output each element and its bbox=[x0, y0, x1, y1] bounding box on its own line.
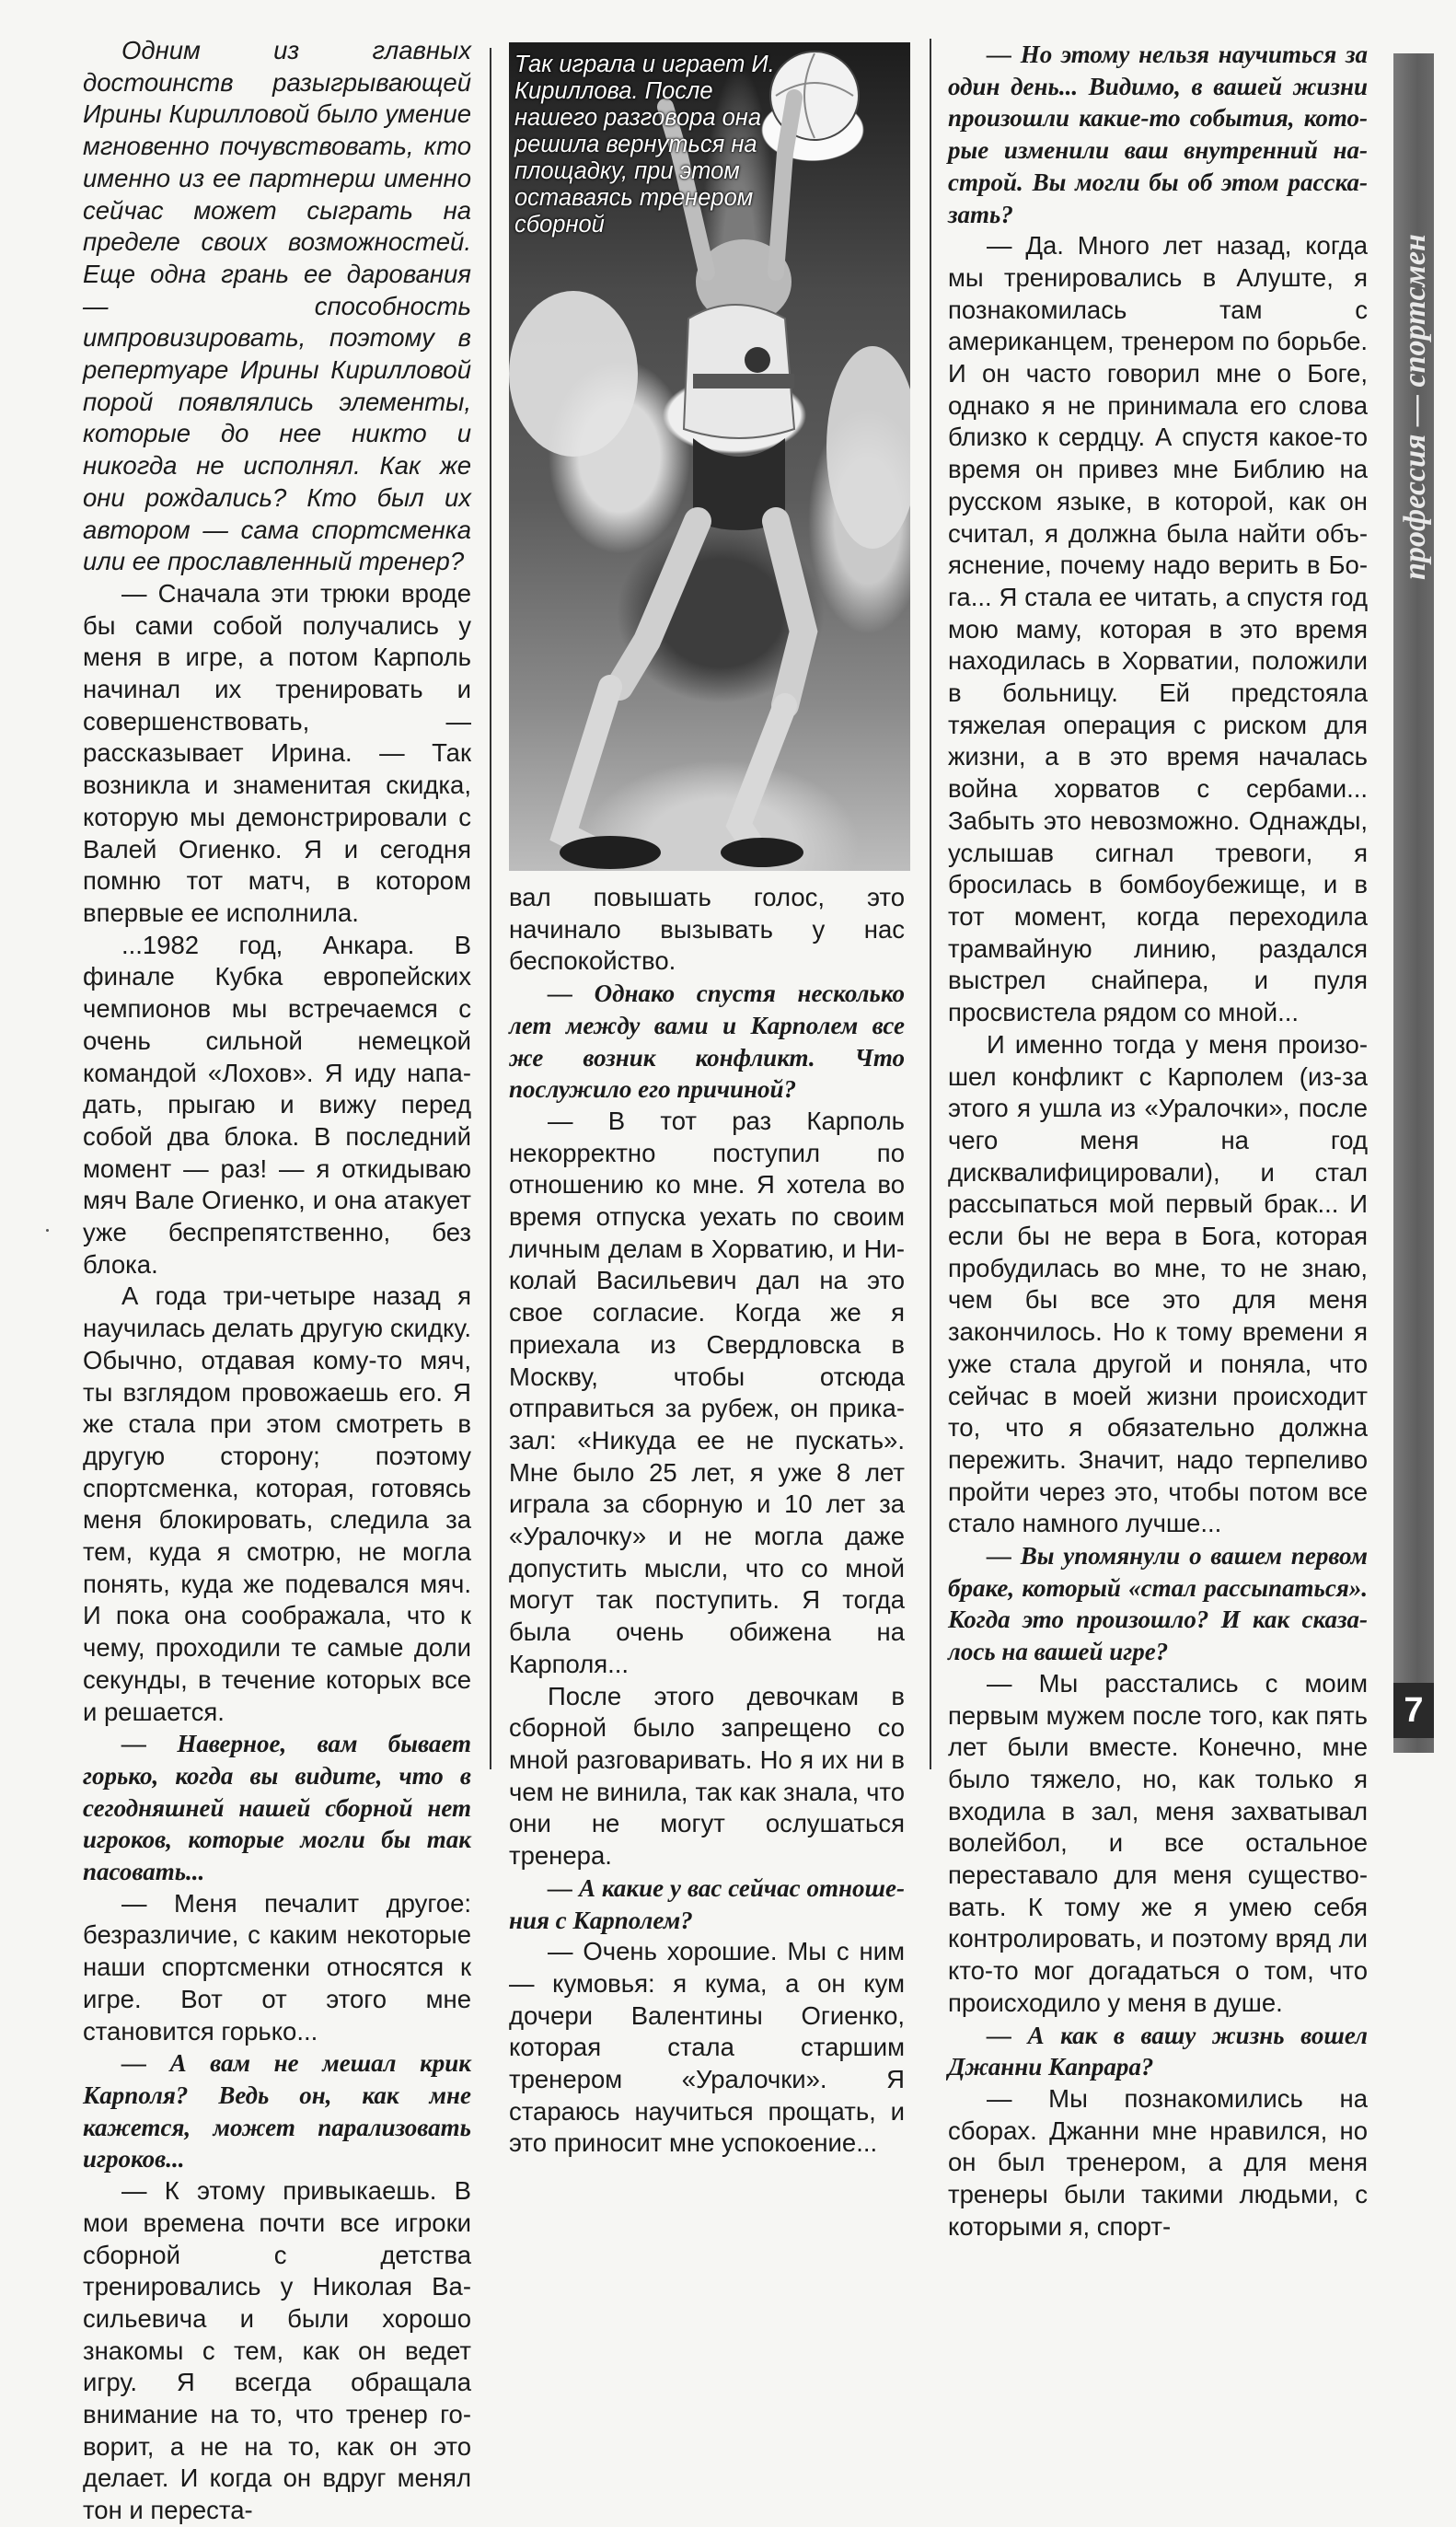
article-paragraph: — Мы расстались с моим первым мужем после того, как пять лет были вместе. Конечно, мне было тяжело, но, как только я входила в зал, меня захватывал волейбол, и все остальное переставало для меня существовать. К тому же я умею себя контролировать, и поэтому вряд ли кто-то мог догадаться о том, что происходило у меня в душе. bbox=[948, 1668, 1368, 2017]
article-paragraph: вал повышать голос, это начинало вызывать у нас беспокойство. bbox=[509, 883, 905, 976]
article-paragraph: ...1982 год, Анкара. В финале Кубка европейских чемпионов мы встречаемся с очень сильной немецкой командой «Лохов». Я иду нападать, прыгаю и вижу перед собой два блока. В последний момент — раз! — я откидываю мяч Вале Огиенко, и она атакует уже беспрепятственно, без блока. bbox=[83, 930, 471, 1279]
interview-question: — А вам не мешал крик Карполя? Ведь он, как мне кажется, может парализовать игроков... bbox=[83, 2049, 471, 2173]
section-label: профессия — спортсмен bbox=[1398, 234, 1432, 580]
interview-question: — Вы упомянули о вашем первом браке, который «стал рассыпаться». Когда это произошло? И как сказалось на вашей игре? bbox=[948, 1542, 1368, 1666]
article-paragraph: После этого девочкам в сборной было запрещено со мной разговаривать. Но я их ни в чем не винила, так как знала, что они не могут ослушаться тренера. bbox=[509, 1681, 905, 1871]
volleyball-photo bbox=[509, 42, 910, 871]
article-paragraph: — Мы познакомились на сборах. Джанни мне нравился, но он был тренером, а для меня тренеры были такими людьми, с которыми я, спорт- bbox=[948, 2084, 1368, 2241]
article-paragraph: — В тот раз Карполь некорректно поступил по отношению ко мне. Я хотела во время отпуска уехать по своим личным делам в Хорватию, и Николай Васильевич дал на это свое согласие. Когда же я приехала из Свердловска в Москву, чтобы отсюда отправиться за рубеж, он приказал: «Никуда ее не пускать». Мне было 25 лет, я уже 8 лет играла за сборную и 10 лет за «Уралочку» и не могла даже допустить мысли, что со мной могут так поступить. Я тогда была очень обижена на Карполя... bbox=[509, 1106, 905, 1678]
article-paragraph: И именно тогда у меня произошел конфликт с Карполем (из-за этого я ушла из «Уралочки», после чего меня на год дисквалифицировали), и стал рассыпаться мой первый брак... И если бы не вера в Бога, которая пробудилась во мне, то не знаю, чем бы все это для меня закончилось. Но к тому времени я уже стала другой и поняла, что сейчас в моей жизни происходит то, что я обязательно должна пережить. Значит, надо терпеливо пройти через это, чтобы потом все стало намного лучше... bbox=[948, 1029, 1368, 1538]
interview-question: — Наверное, вам бывает горько, когда вы видите, что в сегодняшней нашей сборной нет игроков, которые могли бы так пасовать... bbox=[83, 1730, 471, 1886]
page-number: 7 bbox=[1393, 1683, 1434, 1738]
interview-question: — А какие у вас сейчас отношения с Карполем? bbox=[509, 1873, 905, 1934]
player-jersey bbox=[684, 305, 794, 438]
article-paragraph: — Да. Много лет назад, когда мы тренировались в Алуште, я познакомилась там с американцем, тренером по борьбе. И он часто говорил мне о Боге, однако я не принимала его слова близко к сердцу. А спустя какое-то время он привез мне Библию на русском языке, в которой, как он считал, я должна была найти объяснение, почему надо верить в Бога... Я стала ее читать, а спустя год мою маму, которая в это время находилась в Хорватии, положили в больницу. Ей предстояла тяжелая операция с риском для жизни, а в это время началась война хорватов с сербами... Забыть это невозможно. Однажды, услышав сигнал тревоги, я бросилась в бомбоубежище, и в тот момент, когда переходила трамвайную линию, раздался выстрел снайпера, и пуля просвистела рядом со мной... bbox=[948, 231, 1368, 1027]
article-paragraph: — Очень хорошие. Мы с ним — кумовья: я кума, а он кум дочери Валентины Огиенко, которая стала старшим тренером «Уралочки». Я стараюсь научиться прощать, и это приносит мне успокоение... bbox=[509, 1937, 905, 2158]
column-right bbox=[948, 39, 1368, 2243]
article-paragraph: Одним из главных достоинств разыгрывающей Ирины Кирилловой было умение мгновенно почувствовать, кто именно из ее партнерш именно сейчас может сыграть на пределе своих возможностей. Еще одна грань ее дарования — способность импровизировать, поэтому в репертуаре Ирины Кирилловой порой появлялись элементы, которые до нее никто и никогда не исполнял. Как же они рождались? Кто был их автором — сама спортсменка или ее прославленный тренер? bbox=[83, 36, 471, 576]
article-paragraph: — К этому привыкаешь. В мои времена почти все игроки сборной с детства тренировались у Николая Васильевича и были хорошо знакомы с тем, как он ведет игру. Я всегда обращала внимание на то, что тренер говорит, а не на то, как он это делает. И когда он вдруг менял тон и переста- bbox=[83, 2176, 471, 2525]
article-paragraph: — Сначала эти трюки вроде бы сами собой получались у меня в игре, а потом Карполь начинал их тренировать и совершенствовать, — рассказывает Ирина. — Так возникла и знаменитая скидка, которую мы демонстрировали с Валей Огиенко. Я и сегодня помню тот матч, в котором впервые ее исполнила. bbox=[83, 578, 471, 927]
article-paragraph: — Меня печалит другое: безразличие, с каким некоторые наши спортсменки относятся к игре. Вот от этого мне становится горько... bbox=[83, 1888, 471, 2046]
photo-caption: Так играла и играет И. Кириллова. После нашего разговора она решила вернуться на площадку, при этом оставаясь тренером сборной bbox=[514, 52, 775, 238]
print-speck bbox=[46, 1229, 49, 1232]
player-shoe bbox=[721, 838, 803, 867]
player-shoe bbox=[560, 836, 661, 869]
column-middle bbox=[509, 882, 905, 2160]
column-left bbox=[83, 35, 471, 2527]
article-paragraph: А года три-четыре назад я научилась делать другую скидку. Обычно, отдавая кому-то мяч, ты взглядом провожаешь его. Я же стала при этом смотреть в другую сторону; поэтому спортсменка, которая, готовясь меня блокировать, следила за тем, куда я смотрю, не могла понять, куда же подевался мяч. И пока она соображала, что к чему, проходили те самые доли секунды, в течение которых все и решается. bbox=[83, 1281, 471, 1726]
column-divider bbox=[490, 48, 491, 1769]
column-divider bbox=[930, 39, 931, 1769]
interview-question: — Однако спустя несколько лет между вами и Карполем все же возник конфликт. Что послужило его причиной? bbox=[509, 980, 905, 1104]
interview-question: — Но этому нельзя научиться за один день... Видимо, в вашей жизни произошли какие-то события, которые изменили ваш внутренний настрой. Вы могли бы об этом рассказать? bbox=[948, 41, 1368, 228]
interview-question: — А как в вашу жизнь вошел Джанни Капрара? bbox=[948, 2021, 1368, 2081]
